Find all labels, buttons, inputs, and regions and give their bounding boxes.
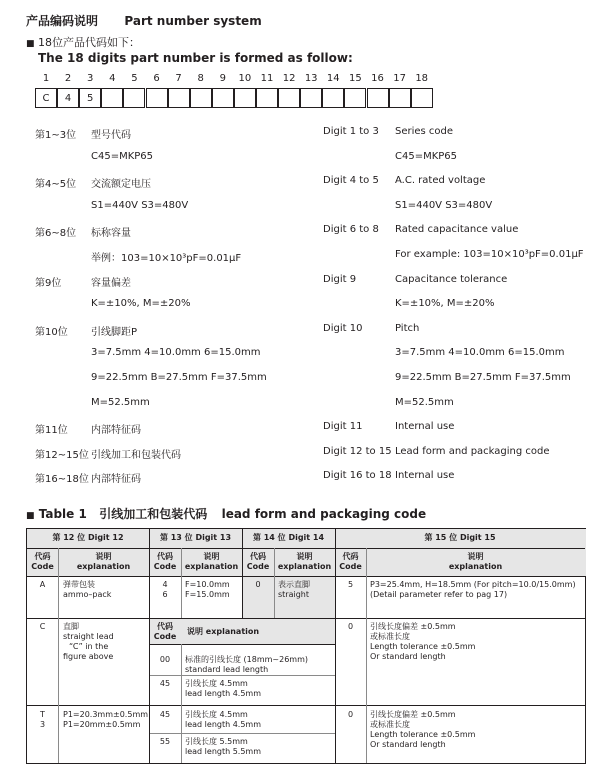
spec-en-position: Digit 16 to 18 [323, 470, 392, 482]
digit-number: 12 [282, 73, 296, 84]
spec-en-position: Digit 11 [323, 421, 363, 433]
digit-number: 7 [175, 73, 182, 84]
digit-box [168, 88, 190, 108]
spec-cn-text: C45=MKP65 [91, 150, 154, 162]
digit-number: 11 [260, 73, 274, 84]
r3-d15-line: 引线长度偏差 ±0.5mm [370, 710, 456, 719]
r1-d15-line: (Detail parameter refer to pag 17) [370, 590, 508, 599]
r3-d12-code: T [40, 710, 45, 719]
digit-box: 4 [57, 88, 79, 108]
spec-cn-text: 3=7.5mm 4=10.0mm 6=15.0mm [91, 347, 261, 359]
sub-code-cn: 代码 [34, 552, 51, 561]
spec-cn-position: 第1~3位 [35, 130, 77, 141]
heading-en: Part number system [124, 14, 262, 28]
spec-en-text: C45=MKP65 [395, 150, 458, 162]
digit-box [389, 88, 411, 108]
r2-d12-line: straight lead [63, 632, 114, 641]
sub-expl-cn: 说明 [203, 552, 220, 561]
digit-number: 1 [42, 73, 50, 84]
digit-box [234, 88, 256, 108]
intro-cn: ■ 18位产品代码如下： [26, 36, 141, 49]
r1-d13-expl: F=10.0mm [185, 580, 230, 589]
digit-number: 8 [197, 73, 204, 84]
spec-en-text: M=52.5mm [395, 396, 454, 408]
spec-cn-text: 内部特征码 [91, 474, 141, 486]
r2-d12-code: C [39, 622, 46, 631]
lead-form-table [26, 528, 586, 764]
digit-number: 13 [304, 73, 318, 84]
r2-d15-line: 引线长度偏差 ±0.5mm [370, 622, 456, 631]
r2-d15-line: Length tolerance ±0.5mm [370, 642, 476, 651]
digit-box [101, 88, 123, 108]
r2-d13-code: 45 [159, 679, 171, 688]
r1-d15-line: P3=25.4mm, H=18.5mm (For pitch=10.0/15.0mm) [370, 580, 576, 589]
digit-number: 15 [349, 73, 362, 84]
r2-d13-code: 00 [159, 655, 171, 664]
spec-en-text: Pitch [395, 322, 420, 334]
r2-d13-line: 引线长度 4.5mm [185, 679, 248, 688]
r1-d13-expl: F=15.0mm [185, 590, 230, 599]
bullet-square-icon: ■ [26, 39, 35, 49]
spec-cn-position: 第16~18位 [35, 474, 89, 486]
digit-number: 5 [131, 73, 138, 84]
r3-d13-line: 引线长度 5.5mm [185, 737, 248, 746]
digit-number: 17 [393, 73, 406, 84]
digit-box [344, 88, 366, 108]
spec-cn-text: S1=440V S3=480V [91, 199, 189, 211]
r2-sub-code-en: Code [153, 632, 177, 641]
spec-en-position: Digit 6 to 8 [323, 224, 379, 236]
spec-cn-position: 第10位 [35, 326, 68, 338]
r3-d12-line: P1=20.3mm±0.5mm [63, 710, 149, 719]
spec-en-position: Digit 4 to 5 [323, 175, 379, 187]
page-heading [26, 12, 262, 29]
r1-d15-code: 5 [347, 580, 354, 589]
spec-cn-text: 引线脚距P [91, 326, 138, 338]
spec-cn-position: 第12~15位 [35, 449, 89, 461]
r2-d12-line: 直脚 [63, 622, 79, 631]
digit-box [123, 88, 145, 108]
sub-expl-cn: 说明 [95, 552, 112, 561]
digit-number: 2 [64, 73, 72, 84]
spec-en-text: For example: 103=10×10³pF=0.01μF [395, 249, 584, 260]
spec-cn-position: 第9位 [35, 277, 62, 289]
sub-code-cn: 代码 [250, 552, 266, 561]
digit-box [256, 88, 278, 108]
digit-box: C [35, 88, 57, 108]
spec-cn-text: M=52.5mm [91, 396, 150, 408]
spec-cn-text: 9=22.5mm B=27.5mm F=37.5mm [91, 372, 267, 383]
r2-d13-line: 标准的引线长度 (18mm~26mm) [185, 655, 309, 664]
r3-d12-line: P1=20mm±0.5mm [63, 720, 141, 729]
spec-en-position: Digit 10 [323, 322, 363, 334]
sub-expl-cn: 说明 [467, 552, 484, 561]
spec-en-text: S1=440V S3=480V [395, 199, 493, 211]
bullet-square-icon: ■ [26, 511, 35, 521]
r2-sub-expl: 说明 explanation [187, 627, 260, 636]
r1-d14-en: straight [278, 590, 310, 599]
r2-d12-line: figure above [63, 652, 114, 661]
spec-cn-text: 交流额定电压 [91, 179, 151, 191]
digit-number: 14 [326, 73, 340, 84]
spec-cn-text: K=±10%, M=±20% [91, 298, 191, 310]
digit-number: 18 [415, 73, 429, 84]
digit-box [278, 88, 300, 108]
spec-cn-text: 引线加工和包装代码 [91, 449, 181, 461]
header-digit-14: 第 14 位 Digit 14 [252, 533, 325, 542]
r3-d12-code: 3 [39, 720, 46, 729]
spec-en-text: Internal use [395, 421, 455, 433]
digit-box [367, 88, 389, 108]
digit-box [146, 88, 168, 108]
r3-d15-code: 0 [347, 710, 354, 719]
heading-cn: 产品编码说明 [26, 14, 99, 28]
sub-code-cn: 代码 [342, 552, 359, 561]
digit-number: 9 [219, 73, 226, 84]
header-digit-13: 第 13 位 Digit 13 [159, 533, 232, 542]
spec-en-text: A.C. rated voltage [395, 175, 486, 187]
r3-d13-line: 引线长度 4.5mm [185, 710, 248, 719]
r1-d14-code: 0 [255, 580, 261, 589]
intro-en: The 18 digits part number is formed as follow: [38, 51, 353, 65]
spec-en-text: Internal use [395, 470, 455, 482]
digit-box [411, 88, 433, 108]
spec-cn-text: 型号代码 [91, 130, 131, 141]
r3-d13-code: 45 [159, 710, 171, 719]
sub-expl-en: explanation [277, 562, 332, 571]
spec-en-text: Capacitance tolerance [395, 273, 508, 285]
spec-cn-position: 第4~5位 [35, 179, 77, 191]
r2-sub-code-cn: 代码 [157, 622, 173, 631]
spec-en-text: 3=7.5mm 4=10.0mm 6=15.0mm [395, 347, 565, 359]
r3-d13-line: lead length 5.5mm [185, 747, 262, 756]
spec-en-position: Digit 9 [323, 273, 357, 285]
spec-en-text: 9=22.5mm B=27.5mm F=37.5mm [395, 372, 571, 383]
r1-d12-en: ammo–pack [63, 590, 112, 599]
digit-number: 6 [153, 73, 160, 84]
digit-number: 10 [238, 73, 252, 84]
digit-number: 3 [87, 73, 94, 84]
digit-box [300, 88, 322, 108]
spec-en-text: Rated capacitance value [395, 224, 519, 236]
sub-code-en: Code [31, 562, 54, 571]
sub-code-en: Code [339, 562, 362, 571]
spec-en-text: Series code [395, 126, 454, 137]
spec-cn-text: 标称容量 [91, 228, 131, 240]
r1-d12-cn: 弹带包装 [63, 580, 95, 589]
digit-box [212, 88, 234, 108]
r3-d15-line: Length tolerance ±0.5mm [370, 730, 476, 739]
header-digit-12: 第 12 位 Digit 12 [52, 533, 124, 542]
r1-d12-code: A [39, 580, 46, 589]
r2-d15-code: 0 [347, 622, 354, 631]
r3-d13-code: 55 [159, 737, 171, 746]
r2-d13-line: standard lead length [185, 665, 269, 674]
spec-en-text: Lead form and packaging code [395, 445, 550, 457]
spec-en-position: Digit 1 to 3 [323, 126, 379, 137]
sub-code-cn: 代码 [157, 552, 173, 561]
r1-d13-code: 4 [162, 580, 168, 589]
spec-cn-text: 内部特征码 [91, 425, 141, 437]
digit-box: 5 [79, 88, 101, 108]
spec-cn-position: 第6~8位 [35, 228, 77, 240]
r2-d15-line: 或标准长度 [370, 632, 410, 641]
r2-d13-line: lead length 4.5mm [185, 689, 262, 698]
spec-cn-text: 容量偏差 [91, 277, 131, 289]
digit-number: 16 [371, 73, 384, 84]
r3-d13-line: lead length 4.5mm [185, 720, 262, 729]
r2-d15-line: Or standard length [370, 652, 446, 661]
spec-cn-position: 第11位 [35, 425, 68, 437]
header-digit-15: 第 15 位 Digit 15 [424, 533, 496, 542]
spec-cn-text: 举例：103=10×10³pF=0.01μF [91, 253, 242, 264]
spec-en-position: Digit 12 to 15 [323, 445, 392, 457]
digit-box [190, 88, 212, 108]
sub-code-en: Code [246, 562, 270, 571]
r1-d13-code: 6 [162, 590, 168, 599]
r2-d12-line: “C” in the [69, 642, 109, 651]
sub-expl-en: explanation [76, 562, 131, 571]
sub-code-en: Code [153, 562, 177, 571]
sub-expl-en: explanation [184, 562, 239, 571]
spec-en-text: K=±10%, M=±20% [395, 298, 495, 310]
sub-expl-en: explanation [448, 562, 503, 571]
table-title: ■ Table 1 引线加工和包装代码 lead form and packaging code [26, 507, 427, 521]
r3-d15-line: Or standard length [370, 740, 446, 749]
sub-expl-cn: 说明 [296, 552, 313, 561]
digit-number: 4 [109, 73, 116, 84]
r3-d15-line: 或标准长度 [370, 720, 410, 729]
digit-box [322, 88, 344, 108]
r1-d14-cn: 表示直脚 [278, 580, 310, 589]
